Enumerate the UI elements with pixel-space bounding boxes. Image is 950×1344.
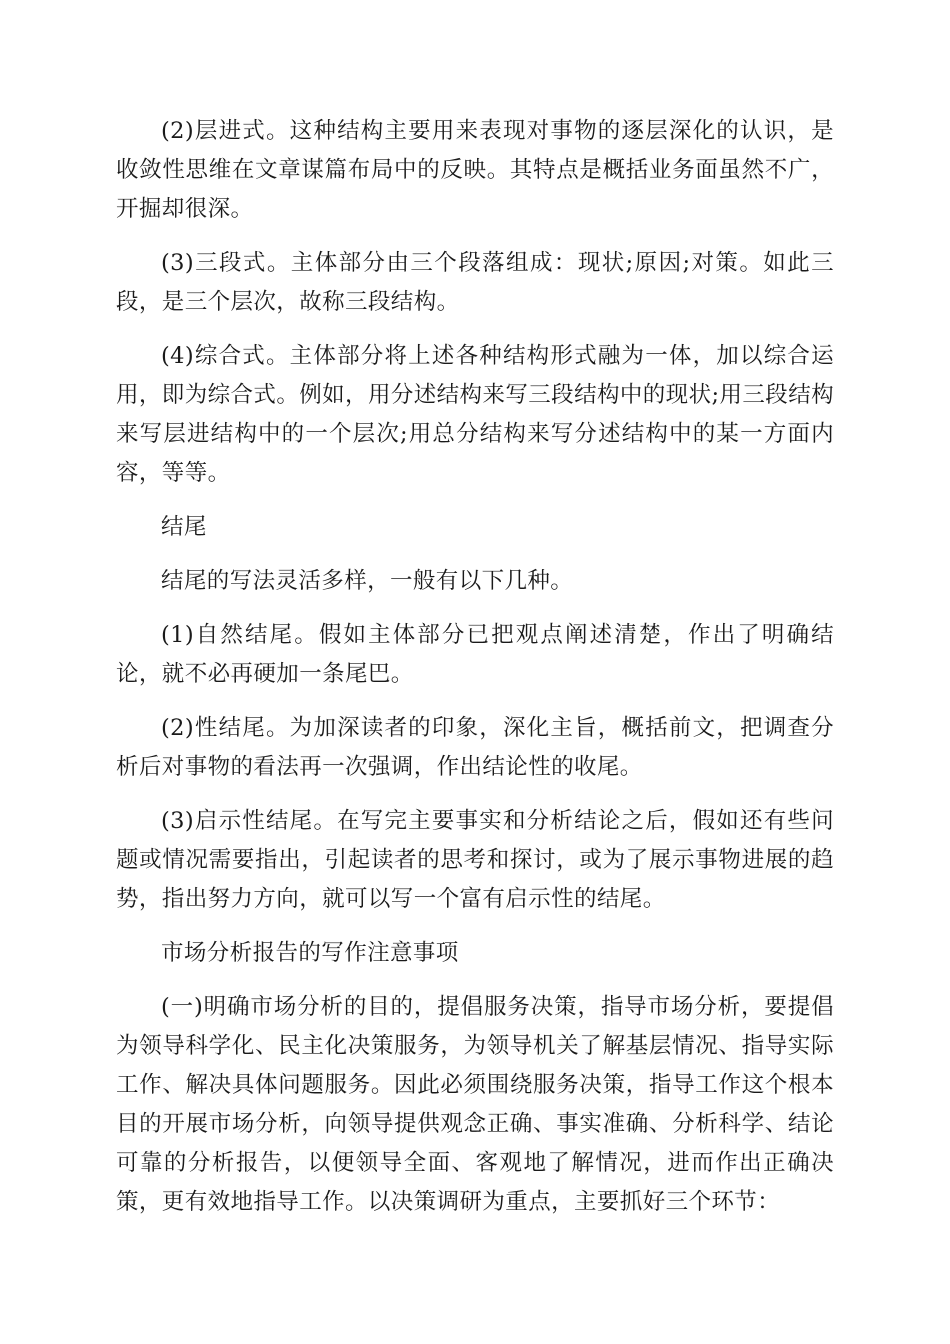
paragraph-comprehensive-structure: (4)综合式。主体部分将上述各种结构形式融为一体，加以综合运用，即为综合式。例如，用分述结构来写三段结构中的现状;用三段结构来写层进结构中的一个层次;用总分结构来写分述结构中的某一方面内容，等等。	[116, 343, 834, 486]
paragraph-layered-structure: (2)层进式。这种结构主要用来表现对事物的逐层深化的认识，是收敛性思维在文章谋篇布局中的反映。其特点是概括业务面虽然不广，开掘却很深。	[116, 118, 834, 222]
section-heading-writing-notes: 市场分析报告的写作注意事项	[161, 940, 459, 966]
paragraph-conclusive-ending: (2)性结尾。为加深读者的印象，深化主旨，概括前文，把调查分析后对事物的看法再一次强调，作出结论性的收尾。	[116, 715, 834, 780]
paragraph-natural-ending: (1)自然结尾。假如主体部分已把观点阐述清楚，作出了明确结论，就不必再硬加一条尾巴。	[116, 622, 834, 687]
paragraph-inspirational-ending: (3)启示性结尾。在写完主要事实和分析结论之后，假如还有些问题或情况需要指出，引起读者的思考和探讨，或为了展示事物进展的趋势，指出努力方向，就可以写一个富有启示性的结尾。	[116, 808, 834, 912]
section-heading-ending: 结尾	[161, 514, 207, 540]
document-body	[116, 112, 834, 1237]
paragraph-ending-intro: 结尾的写法灵活多样，一般有以下几种。	[161, 568, 574, 594]
paragraph-three-part-structure: (3)三段式。主体部分由三个段落组成：现状;原因;对策。如此三段，是三个层次，故称三段结构。	[116, 250, 834, 315]
paragraph-purpose-of-analysis: (一)明确市场分析的目的，提倡服务决策，指导市场分析，要提倡为领导科学化、民主化决策服务，为领导机关了解基层情况、指导实际工作、解决具体问题服务。因此必须围绕服务决策，指导工作这个根本目的开展市场分析，向领导提供观念正确、事实准确、分析科学、结论可靠的分析报告，以便领导全面、客观地了解情况，进而作出正确决策，更有效地指导工作。以决策调研为重点，主要抓好三个环节：	[116, 994, 834, 1215]
